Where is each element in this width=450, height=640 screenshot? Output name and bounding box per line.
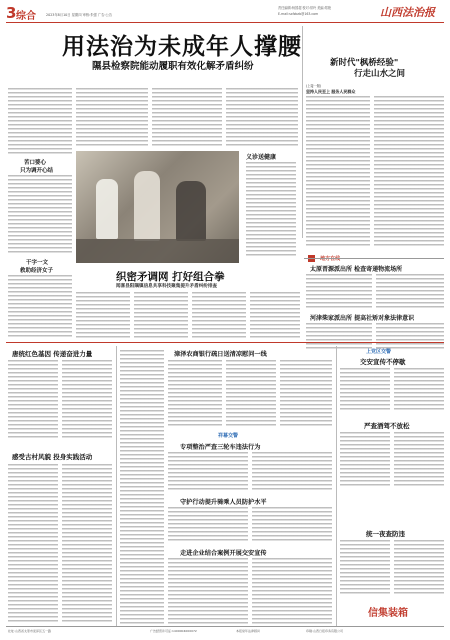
column-divider <box>302 26 303 238</box>
left-subhead-2b: 救助经济女子 <box>20 268 54 274</box>
bottom-body-8b <box>394 432 444 488</box>
bottom-body-2a <box>8 464 58 624</box>
header-rule <box>6 22 444 23</box>
center-story-subtitle: 闻喜县阳隅镇信息共享科技聚集提升矛盾纠纷排查 <box>116 284 218 289</box>
bottom-body-9b <box>394 540 444 596</box>
left-subhead-1a: 苦口婆心 <box>24 160 47 166</box>
bottom-body-1b <box>62 360 112 440</box>
local-news-body-2b <box>376 323 444 349</box>
center-body-2 <box>134 292 188 338</box>
local-news-body-2a <box>306 323 372 349</box>
photo-figure-1 <box>96 179 118 239</box>
local-news-rule <box>304 258 444 259</box>
side-story-body-left <box>306 96 370 246</box>
footer-col-3: 本报常年法律顾问 <box>236 629 261 633</box>
ad-label: 信集装箱 <box>368 608 408 619</box>
left-body-1 <box>8 175 72 255</box>
footer-col-1: 社址:山西省太原市迎泽区五一路 <box>8 629 52 633</box>
bottom-body-3a <box>168 360 222 428</box>
poem-title: 义诊送健康 <box>246 154 277 161</box>
bottom-story-title-9: 统一夜查防违 <box>366 530 405 538</box>
bottom-story-title-5: 守护行动提升骑乘人员防护水平 <box>180 499 267 506</box>
local-news-tag-label: 地方在线 <box>320 256 341 262</box>
bottom-story-title-3: 漳泽农商银行疏日送清凉慰问一线 <box>174 351 267 358</box>
side-story-head <box>310 56 445 80</box>
left-subhead-1b: 只为调开心结 <box>20 168 54 174</box>
bottom-story-title-7: 交安宣传不停歇 <box>360 358 406 366</box>
footer-rule <box>6 626 444 627</box>
bottom-body-5a <box>168 507 248 543</box>
bottom-body-9a <box>340 540 390 596</box>
lead-title: 用法治为未成年人撑腰 <box>62 33 302 60</box>
local-news-title-2: 河津柴家派出所 提高社矫对象法律意识 <box>310 315 415 322</box>
footer-col-2: 广告经营许可证:1400004000072 <box>150 629 197 633</box>
page-number: 3 <box>6 4 17 22</box>
poem-body <box>246 162 296 258</box>
bottom-body-7b <box>394 368 444 412</box>
lead-subtitle: 隰县检察院能动履职有效化解矛盾纠纷 <box>92 61 254 72</box>
date-line: 2023年8月10日 星期四 审核:朱强 广告:公告 <box>46 13 113 17</box>
bottom-band-rule <box>6 342 444 343</box>
bottom-body-4b <box>252 452 332 492</box>
ad-box <box>364 600 444 622</box>
side-story-title-line1: 新时代"枫桥经验" <box>330 58 399 68</box>
photo-table <box>76 239 239 263</box>
lead-body-col4 <box>226 88 298 148</box>
bottom-body-1a <box>8 360 58 440</box>
local-news-body-1a <box>306 274 372 308</box>
bottom-story-title-4: 专项整治严查三轮车违法行为 <box>180 444 261 451</box>
bottom-body-2b <box>62 464 112 624</box>
bottom-body-5b <box>252 507 332 543</box>
left-subhead-2a: 干字一文 <box>26 260 49 266</box>
lead-body-col3 <box>152 88 222 148</box>
center-body-4 <box>250 292 300 338</box>
paper-name-logo: 山西法治报 <box>380 6 435 19</box>
photo-figure-2 <box>134 171 160 241</box>
bottom-body-8a <box>340 432 390 488</box>
bottom-body-6a <box>168 558 248 624</box>
bottom-body-4a <box>168 452 248 492</box>
bottom-body-6b <box>252 558 332 624</box>
center-story-title: 织密矛调网 打好组合拳 <box>116 271 225 283</box>
footer-col-4: 印刷:山西日报印务有限公司 <box>306 629 344 633</box>
center-body-3 <box>192 292 246 338</box>
bottom-tag-7: 上党区交警 <box>366 349 392 355</box>
side-story-body-right <box>374 96 444 246</box>
lead-body-col1 <box>8 88 72 154</box>
news-photo <box>76 151 239 263</box>
center-body-1 <box>76 292 130 338</box>
local-news-body-1b <box>376 274 444 308</box>
bottom-body-7a <box>340 368 390 412</box>
editor-line: 责任编辑:杨国超 校对:常玲 美编:郑艳 <box>278 6 332 10</box>
side-story-subhead: 坚持人民至上 服务人民群众 <box>306 89 356 94</box>
bottom-body-3b <box>226 360 276 428</box>
bottom-story-title-6: 走进企业结合案例开展交安宣传 <box>180 550 267 557</box>
side-story-title-line2: 行走山水之间 <box>354 69 406 79</box>
photo-figure-3 <box>176 181 206 241</box>
bottom-body-3c <box>280 360 332 428</box>
bottom-story-title-2: 感受古村风貌 投身实践活动 <box>12 453 93 461</box>
contact-line: E-mail:sxfzbzb@163.com <box>278 12 319 16</box>
left-body-2 <box>8 275 72 337</box>
bottom-tag-4: 祥幕交警 <box>218 433 239 439</box>
poem-box <box>243 150 299 262</box>
bottom-divider-2 <box>336 346 337 626</box>
bottom-story-title-1: 唐统红色基因 传递奋进力量 <box>12 350 93 358</box>
local-news-tag <box>308 248 341 262</box>
bottom-body-mid-left <box>120 350 164 624</box>
bottom-story-title-8: 严查酒驾不放松 <box>364 422 410 430</box>
section-name: 综合 <box>16 11 36 22</box>
lead-body-col2 <box>76 88 148 148</box>
local-news-title-1: 太原晋源派出所 检查寄递物流场所 <box>310 266 403 273</box>
side-story-kicker: (上接一版) <box>306 84 322 88</box>
bottom-divider-1 <box>116 346 117 626</box>
